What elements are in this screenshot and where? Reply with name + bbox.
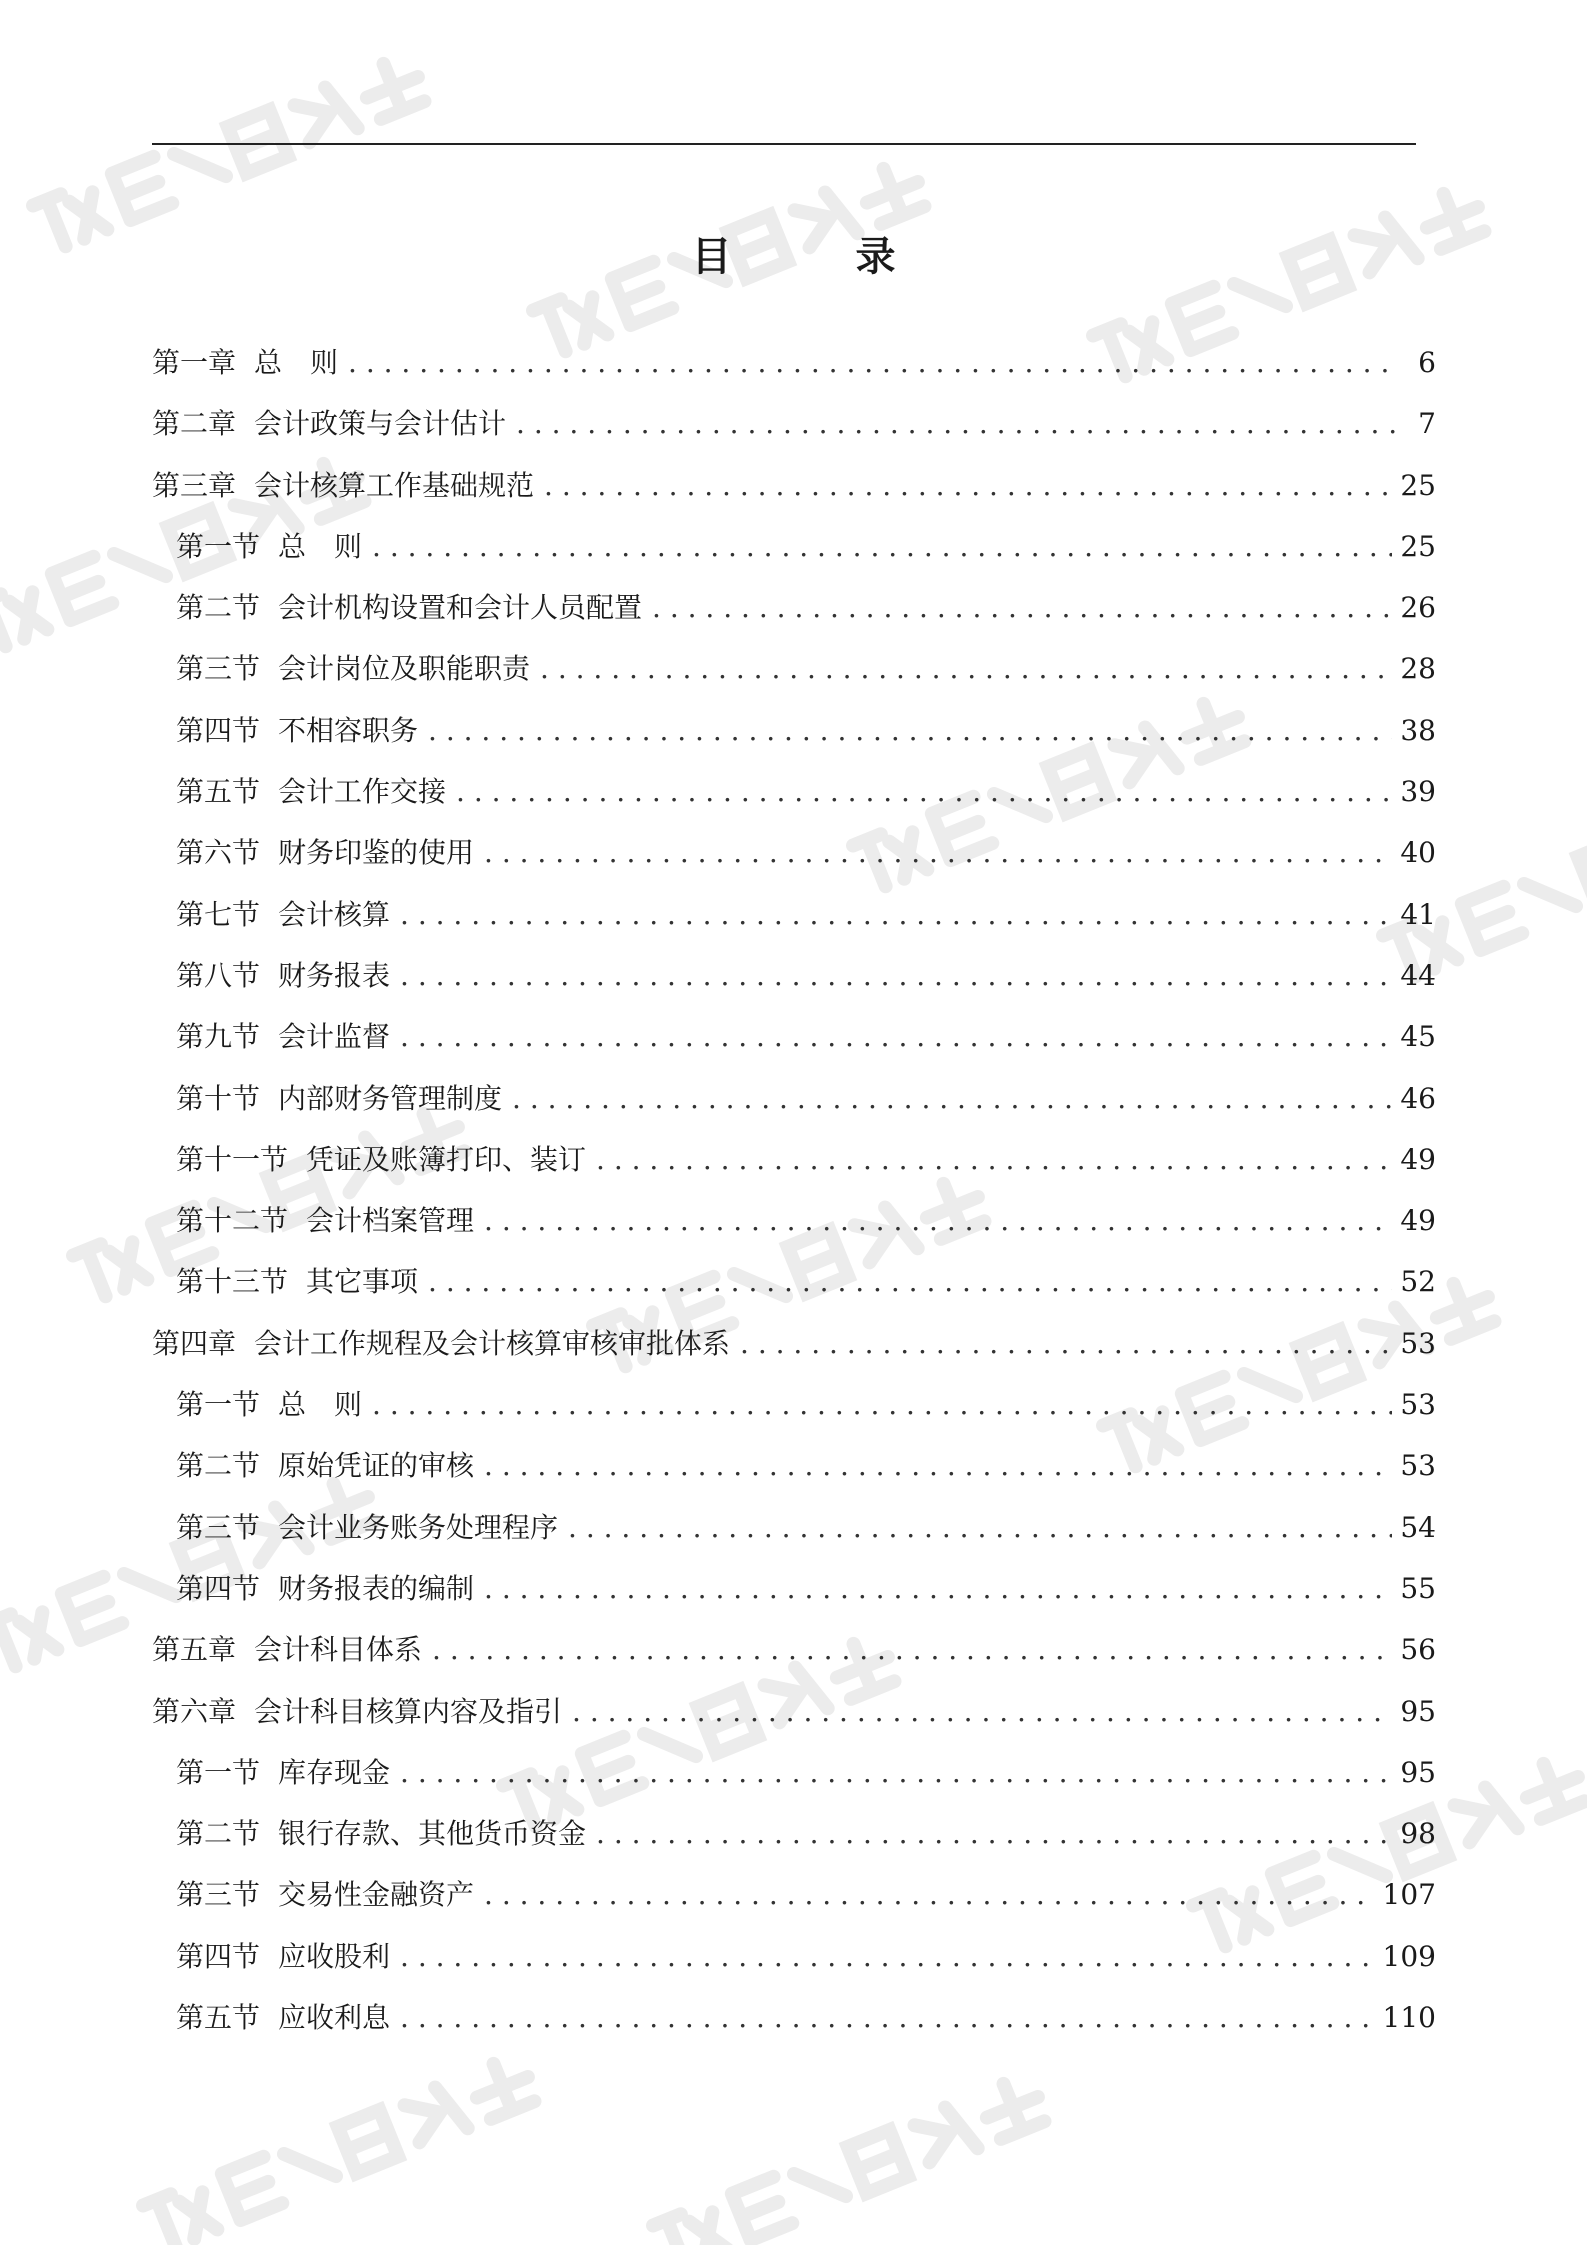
toc-entry-page: 53 <box>1400 1388 1436 1422</box>
toc-entry-label: 会计业务账务处理程序 <box>278 1510 559 1544</box>
toc-entry-page: 25 <box>1400 468 1436 502</box>
toc-section-entry[interactable] <box>152 1742 1436 1803</box>
toc-entry-number: 第六章 <box>152 1694 237 1728</box>
toc-entry-number: 第一节 <box>176 1755 261 1789</box>
toc-entry-label: 会计监督 <box>278 1020 391 1054</box>
toc-entry-page: 98 <box>1400 1817 1436 1851</box>
toc-entry-label: 财务印鉴的使用 <box>278 836 475 870</box>
toc-entry-label: 内部财务管理制度 <box>278 1081 503 1115</box>
toc-entry-number: 第十一节 <box>176 1142 289 1176</box>
toc-leader-dots <box>400 1987 1375 2048</box>
toc-entry-label: 会计核算 <box>278 897 391 931</box>
toc-entry-number: 第二章 <box>152 407 237 441</box>
toc-entry-label: 会计科目体系 <box>254 1633 423 1667</box>
toc-entry-label: 交易性金融资产 <box>278 1878 475 1912</box>
toc-entry-page: 53 <box>1400 1449 1436 1483</box>
toc-entry-label: 会计档案管理 <box>306 1204 475 1238</box>
toc-entry-page: 49 <box>1400 1204 1436 1238</box>
toc-entry-number: 第三节 <box>176 1510 261 1544</box>
toc-entry-page: 54 <box>1400 1510 1436 1544</box>
toc-entry-number: 第二节 <box>176 1817 261 1851</box>
toc-entry-page: 52 <box>1400 1265 1436 1299</box>
toc-section-entry[interactable] <box>152 1006 1436 1067</box>
toc-entry-number: 第五节 <box>176 775 261 809</box>
toc-entry-number: 第八节 <box>176 958 261 992</box>
toc-entry-number: 第一节 <box>176 529 261 563</box>
toc-entry-page: 109 <box>1382 1939 1436 1973</box>
toc-entry-page: 110 <box>1382 2001 1436 2035</box>
toc-section-entry[interactable] <box>152 945 1436 1006</box>
toc-leader-dots <box>512 1068 1392 1129</box>
toc-section-entry[interactable] <box>152 1374 1436 1435</box>
toc-section-entry[interactable] <box>152 1129 1436 1190</box>
toc-chapter-entry[interactable] <box>152 455 1436 516</box>
toc-entry-page: 44 <box>1400 958 1436 992</box>
toc-section-entry[interactable] <box>152 1068 1436 1129</box>
toc-entry-label: 会计科目核算内容及指引 <box>254 1694 563 1728</box>
toc-leader-dots <box>484 1435 1392 1496</box>
toc-section-entry[interactable] <box>152 1926 1436 1987</box>
toc-entry-number: 第六节 <box>176 836 261 870</box>
toc-entry-label: 总 则 <box>278 1388 363 1422</box>
toc-entry-page: 107 <box>1382 1878 1436 1912</box>
toc-entry-label: 会计工作规程及会计核算审核审批体系 <box>254 1326 731 1360</box>
toc-entry-number: 第四节 <box>176 1571 261 1605</box>
toc-leader-dots <box>456 761 1392 822</box>
toc-entry-number: 第五章 <box>152 1633 237 1667</box>
toc-entry-label: 财务报表的编制 <box>278 1571 475 1605</box>
toc-entry-label: 凭证及账簿打印、装订 <box>306 1142 587 1176</box>
toc-entry-number: 第四节 <box>176 1939 261 1973</box>
toc-entry-number: 第三章 <box>152 468 237 502</box>
toc-entry-label: 会计政策与会计估计 <box>254 407 507 441</box>
toc-section-entry[interactable] <box>152 1190 1436 1251</box>
toc-leader-dots <box>516 393 1398 454</box>
toc-chapter-entry[interactable] <box>152 332 1436 393</box>
toc-entry-page: 95 <box>1400 1755 1436 1789</box>
toc-entry-label: 应收利息 <box>278 2001 391 2035</box>
toc-entry-page: 28 <box>1400 652 1436 686</box>
toc-section-entry[interactable] <box>152 1558 1436 1619</box>
toc-section-entry[interactable] <box>152 822 1436 883</box>
toc-entry-page: 55 <box>1400 1571 1436 1605</box>
toc-entry-page: 45 <box>1400 1020 1436 1054</box>
toc-section-entry[interactable] <box>152 761 1436 822</box>
toc-entry-label: 会计工作交接 <box>278 775 447 809</box>
toc-chapter-entry[interactable] <box>152 393 1436 454</box>
table-of-contents <box>152 332 1436 2048</box>
toc-entry-number: 第二节 <box>176 591 261 625</box>
toc-entry-number: 第五节 <box>176 2001 261 2035</box>
toc-leader-dots <box>544 455 1392 516</box>
toc-entry-number: 第四章 <box>152 1326 237 1360</box>
toc-entry-page: 26 <box>1400 591 1436 625</box>
toc-entry-number: 第一章 <box>152 346 237 379</box>
watermark-logo <box>640 2059 1065 2245</box>
toc-section-entry[interactable] <box>152 884 1436 945</box>
page-title: 目 录 <box>691 232 938 280</box>
toc-leader-dots <box>740 1313 1392 1374</box>
toc-entry-page: 6 <box>1418 346 1436 379</box>
toc-section-entry[interactable] <box>152 1987 1436 2048</box>
toc-entry-label: 银行存款、其他货币资金 <box>278 1817 587 1851</box>
toc-section-entry[interactable] <box>152 1864 1436 1925</box>
watermark-logo <box>130 2039 555 2245</box>
toc-leader-dots <box>400 884 1392 945</box>
toc-leader-dots <box>400 1742 1392 1803</box>
toc-leader-dots <box>596 1129 1392 1190</box>
toc-section-entry[interactable] <box>152 516 1436 577</box>
header-rule <box>152 143 1416 145</box>
toc-entry-number: 第十二节 <box>176 1204 289 1238</box>
toc-leader-dots <box>372 516 1392 577</box>
toc-entry-page: 25 <box>1400 529 1436 563</box>
toc-leader-dots <box>568 1497 1392 1558</box>
toc-leader-dots <box>400 945 1392 1006</box>
toc-entry-label: 会计核算工作基础规范 <box>254 468 535 502</box>
toc-leader-dots <box>572 1681 1392 1742</box>
toc-entry-number: 第一节 <box>176 1388 261 1422</box>
toc-entry-page: 56 <box>1400 1633 1436 1667</box>
toc-section-entry[interactable] <box>152 1435 1436 1496</box>
toc-leader-dots <box>484 1190 1392 1251</box>
toc-entry-label: 原始凭证的审核 <box>278 1449 475 1483</box>
toc-entry-number: 第四节 <box>176 713 261 747</box>
toc-leader-dots <box>400 1926 1375 1987</box>
toc-section-entry[interactable] <box>152 577 1436 638</box>
toc-section-entry[interactable] <box>152 1497 1436 1558</box>
toc-entry-page: 95 <box>1400 1694 1436 1728</box>
toc-leader-dots <box>428 700 1392 761</box>
toc-entry-page: 40 <box>1400 836 1436 870</box>
toc-leader-dots <box>484 822 1392 883</box>
toc-entry-number: 第七节 <box>176 897 261 931</box>
toc-entry-page: 53 <box>1400 1326 1436 1360</box>
toc-entry-label: 总 则 <box>278 529 363 563</box>
toc-leader-dots <box>484 1558 1392 1619</box>
toc-entry-page: 39 <box>1400 775 1436 809</box>
toc-entry-number: 第二节 <box>176 1449 261 1483</box>
toc-section-entry[interactable] <box>152 638 1436 699</box>
toc-entry-label: 应收股利 <box>278 1939 391 1973</box>
toc-entry-label: 其它事项 <box>306 1265 419 1299</box>
toc-leader-dots <box>540 638 1392 699</box>
toc-section-entry[interactable] <box>152 700 1436 761</box>
toc-entry-label: 会计机构设置和会计人员配置 <box>278 591 643 625</box>
toc-leader-dots <box>484 1864 1375 1925</box>
toc-entry-page: 49 <box>1400 1142 1436 1176</box>
toc-entry-page: 41 <box>1400 897 1436 931</box>
toc-section-entry[interactable] <box>152 1803 1436 1864</box>
toc-leader-dots <box>348 332 1398 393</box>
toc-chapter-entry[interactable] <box>152 1313 1436 1374</box>
toc-leader-dots <box>372 1374 1392 1435</box>
toc-entry-number: 第九节 <box>176 1020 261 1054</box>
toc-entry-page: 7 <box>1418 407 1436 441</box>
toc-entry-label: 不相容职务 <box>278 713 419 747</box>
toc-entry-number: 第三节 <box>176 652 261 686</box>
toc-leader-dots <box>596 1803 1392 1864</box>
toc-leader-dots <box>432 1619 1392 1680</box>
toc-entry-label: 总 则 <box>254 346 339 379</box>
toc-leader-dots <box>400 1006 1392 1067</box>
toc-leader-dots <box>652 577 1392 638</box>
toc-section-entry[interactable] <box>152 1251 1436 1312</box>
toc-entry-label: 库存现金 <box>278 1755 391 1789</box>
toc-entry-number: 第十节 <box>176 1081 261 1115</box>
toc-entry-page: 38 <box>1400 713 1436 747</box>
toc-chapter-entry[interactable] <box>152 1681 1436 1742</box>
toc-leader-dots <box>428 1251 1392 1312</box>
toc-entry-page: 46 <box>1400 1081 1436 1115</box>
toc-entry-label: 会计岗位及职能职责 <box>278 652 531 686</box>
toc-entry-number: 第三节 <box>176 1878 261 1912</box>
toc-chapter-entry[interactable] <box>152 1619 1436 1680</box>
toc-entry-label: 财务报表 <box>278 958 391 992</box>
toc-entry-number: 第十三节 <box>176 1265 289 1299</box>
